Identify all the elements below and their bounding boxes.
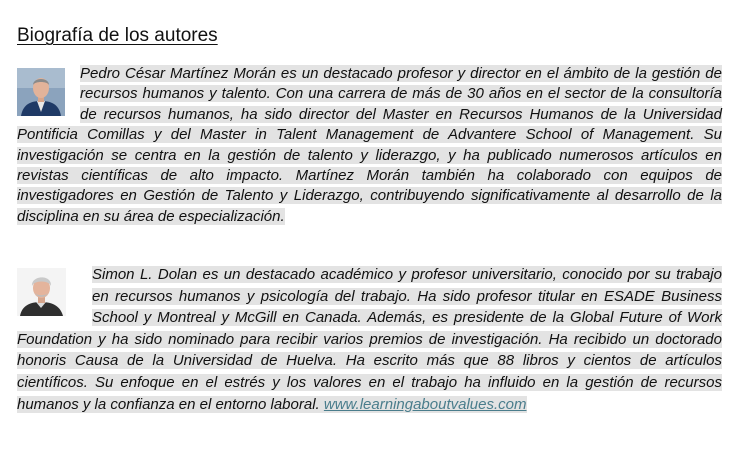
author-bio-text: Pedro César Martínez Morán es un destacado profesor y director en el ámbito de la gestión de recursos humanos y talento. Con una carrera de más de 30 años en el sector de la consultoría de recursos humanos, ha sido director del Master en Recursos Humanos de la Universidad Pontificia Comillas y del Master in Talent Management de Advantere School of Management. Su investigación se centra en la gestión de talento y liderazgo, y ha publicado numerosos artículos en revistas científicas de alto impacto. Martínez Morán también ha colaborado con equipos de investigadores en Gestión de Talento y Liderazgo, contribuyendo significativamente al desarrollo de la disciplina en su área de especialización. — [17, 65, 722, 225]
author-website-link[interactable]: www.learningaboutvalues.com — [323, 395, 527, 413]
author-portrait-simon-icon — [17, 268, 66, 316]
author-bio-text — [17, 266, 722, 413]
author-bio-2 — [17, 264, 722, 415]
author-portrait-pedro-icon — [17, 68, 65, 116]
author-bio-body: Simon L. Dolan es un destacado académico y profesor universitario, conocido por su trabajo en recursos humanos y psicología del trabajo. Ha sido profesor titular en ESADE Business School y Montreal y McGill en Canada. Además, es presidente de la Global Future of Work Foundation y ha sido nominado para recibir varios premios de investigación. Ha recibido un doctorado honoris Causa de la Universidad de Huelva. Ha escrito más que 88 libros y cientos de artículos científicos. Su enfoque en el estrés y los valores en el trabajo ha influido en la gestión de recursos humanos y la confianza en el entorno laboral. — [17, 266, 722, 413]
page-title: Biografía de los autores — [17, 25, 218, 46]
author-bio-1 — [17, 64, 722, 227]
author-photo-1 — [17, 68, 65, 116]
author-photo-2 — [17, 268, 66, 316]
